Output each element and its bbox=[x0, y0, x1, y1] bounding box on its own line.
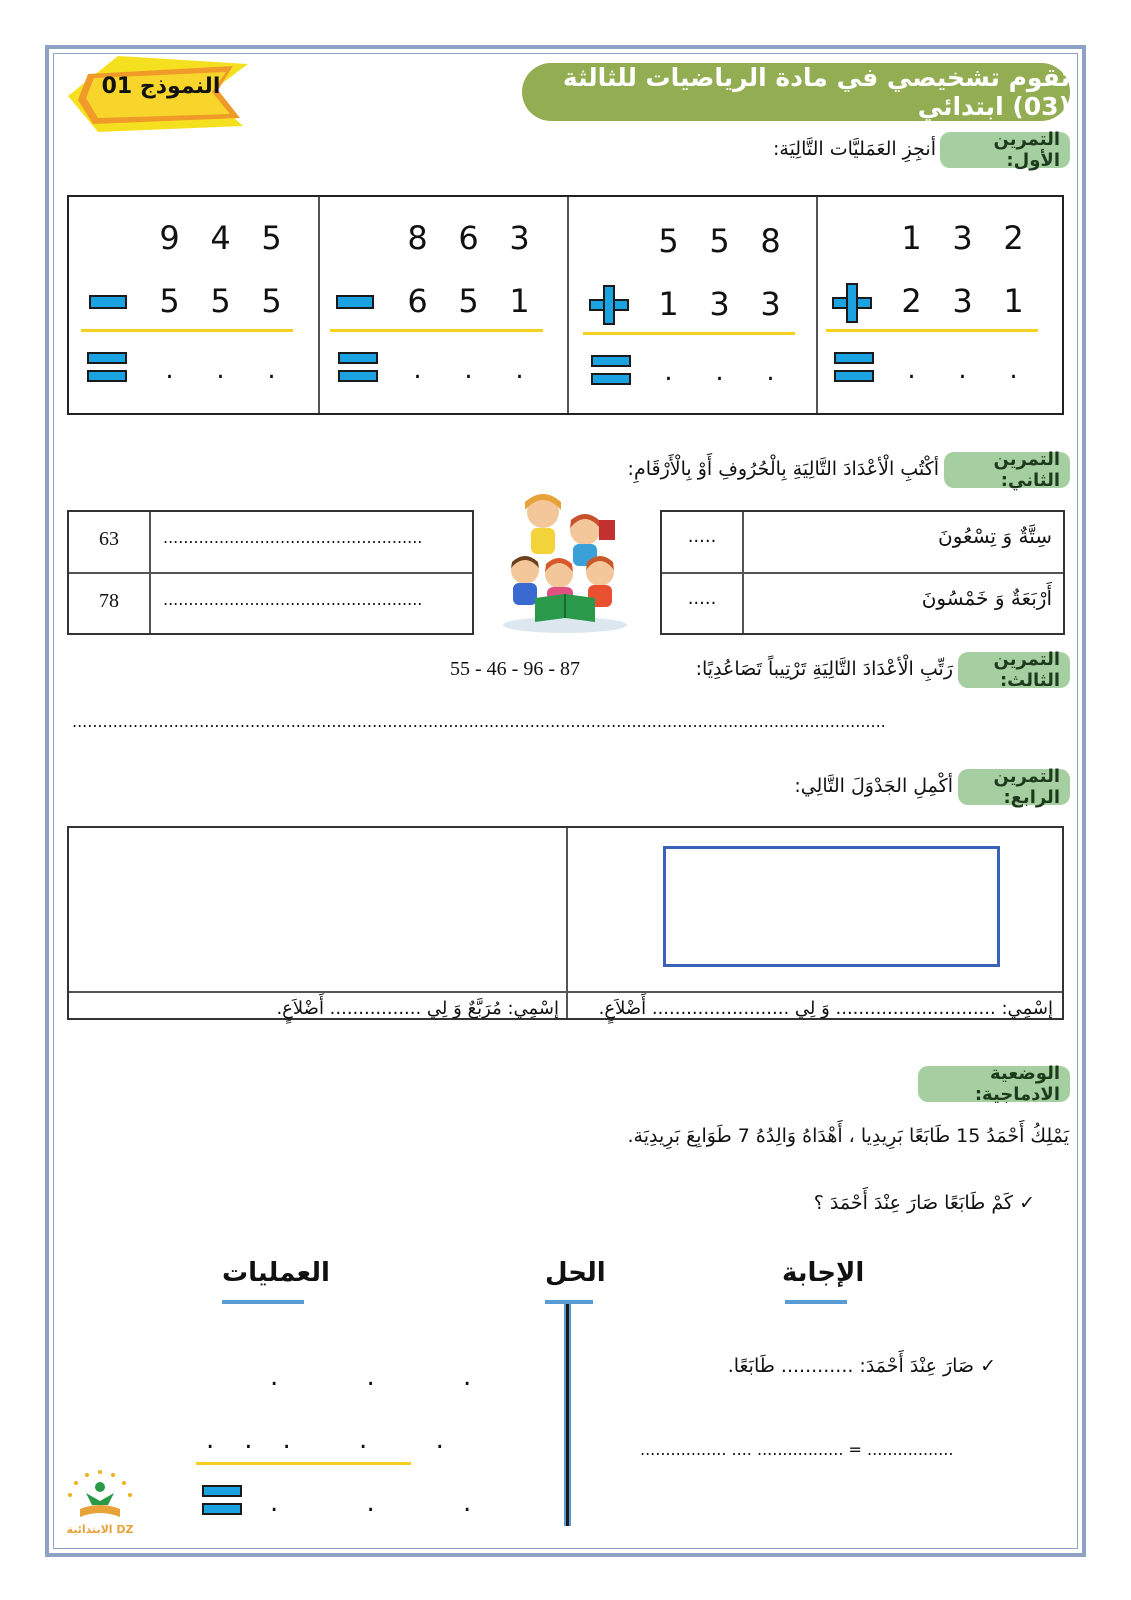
sum-line bbox=[583, 332, 795, 335]
result-dot[interactable]: . bbox=[958, 355, 967, 385]
digit: 5 bbox=[458, 282, 479, 320]
numbers-to-order: 87 - 96 - 46 - 55 bbox=[450, 658, 581, 680]
result-dot[interactable]: . bbox=[766, 357, 775, 387]
operations-row1[interactable]: . . . bbox=[270, 1362, 512, 1392]
operation-945-minus-555 bbox=[69, 197, 318, 413]
solution-heading: الحل bbox=[545, 1258, 606, 1288]
operations-underline bbox=[222, 1300, 304, 1304]
page-title: تقوم تشخيصي في مادة الرياضيات للثالثة (03) ابتدائي bbox=[522, 63, 1070, 121]
school-logo bbox=[60, 1465, 140, 1545]
number-78: 78 bbox=[99, 590, 119, 612]
rectangle-caption[interactable]: إسْمِي: ............................ وَ لِي ........................ أَضْلاَعٍ. bbox=[598, 998, 1053, 1019]
number-words-96: سِتَّةٌ وَ تِسْعُونَ bbox=[938, 524, 1052, 548]
sum-line bbox=[81, 329, 293, 332]
equals-sign-icon bbox=[834, 352, 874, 384]
digits-to-words-grid bbox=[67, 510, 474, 635]
digit: 5 bbox=[658, 222, 679, 260]
plus-sign-icon bbox=[832, 283, 872, 323]
digit: 1 bbox=[509, 282, 530, 320]
answer-equation[interactable]: ................. = ................. .... ................. bbox=[640, 1440, 954, 1459]
exercise4-instruction: أكْمِلِ الجَدْوَلَ التَّالِي: bbox=[794, 775, 953, 797]
shapes-table bbox=[67, 826, 1064, 1020]
digit: 6 bbox=[407, 282, 428, 320]
answer-heading: الإجابة bbox=[782, 1258, 865, 1288]
operations-line bbox=[196, 1462, 411, 1465]
digit: 5 bbox=[261, 219, 282, 257]
square-caption[interactable]: إسْمِي: مُرَبَّعٌ وَ لِي ................ أَضْلاَعٍ. bbox=[276, 998, 559, 1019]
integration-problem: يَمْلِكُ أَحْمَدُ 15 طَابَعًا بَرِيدِيا ، أَهْدَاهُ وَالِدُهُ 7 طَوَابِعَ بَرِيدِيَة. bbox=[627, 1125, 1069, 1147]
words-blank[interactable]: ................................................... bbox=[163, 590, 423, 609]
digit: 3 bbox=[952, 219, 973, 257]
result-dot[interactable]: . bbox=[216, 355, 225, 385]
digit: 2 bbox=[1003, 219, 1024, 257]
operation-863-minus-651 bbox=[320, 197, 567, 413]
digit: 2 bbox=[901, 282, 922, 320]
digit: 5 bbox=[159, 282, 180, 320]
answer-sentence[interactable]: ✓ صَارَ عِنْدَ أَحْمَدَ: ............ طَابَعًا. bbox=[727, 1355, 996, 1377]
model-label: النموذج 01 bbox=[101, 74, 221, 99]
number-words-54: أَرْبَعَةٌ وَ خَمْسُونَ bbox=[921, 586, 1052, 610]
plus-sign-icon bbox=[589, 285, 629, 325]
digit: 1 bbox=[658, 285, 679, 323]
digit: 9 bbox=[159, 219, 180, 257]
exercise2-label: التمرين الثاني: bbox=[944, 452, 1070, 488]
operation-132-plus-231 bbox=[818, 197, 1062, 413]
exercise1-label: التمرين الأول: bbox=[940, 132, 1070, 168]
digit: 8 bbox=[760, 222, 781, 260]
exercise1-instruction: أنجِزِ العَمَليَّات التَّالِيَة: bbox=[772, 138, 936, 160]
equals-sign-icon bbox=[87, 352, 127, 384]
result-dot[interactable]: . bbox=[715, 357, 724, 387]
operations-box bbox=[67, 195, 1064, 415]
digit: 1 bbox=[1003, 282, 1024, 320]
digit: 6 bbox=[458, 219, 479, 257]
children-reading-illustration bbox=[495, 490, 635, 635]
digit: 8 bbox=[407, 219, 428, 257]
words-blank[interactable]: ................................................... bbox=[163, 528, 423, 547]
model-badge bbox=[58, 56, 248, 132]
digit: 3 bbox=[952, 282, 973, 320]
result-dot[interactable]: . bbox=[907, 355, 916, 385]
order-answer-line[interactable]: ................................................................................................................................................................ bbox=[72, 712, 886, 731]
digit: 5 bbox=[261, 282, 282, 320]
equals-sign-icon bbox=[338, 352, 378, 384]
result-dot[interactable]: . bbox=[413, 355, 422, 385]
result-dot[interactable]: . bbox=[515, 355, 524, 385]
digit: 5 bbox=[210, 282, 231, 320]
sum-line bbox=[330, 329, 543, 332]
operation-558-plus-133 bbox=[569, 197, 816, 413]
digit: 3 bbox=[709, 285, 730, 323]
equals-sign-icon bbox=[591, 355, 631, 387]
integration-label: الوضعية الادماجية: bbox=[918, 1066, 1070, 1102]
exercise4-label: التمرين الرابع: bbox=[958, 769, 1070, 805]
answer-blank[interactable]: ..... bbox=[687, 588, 717, 609]
digit: 3 bbox=[760, 285, 781, 323]
result-dot[interactable]: . bbox=[267, 355, 276, 385]
answer-underline bbox=[785, 1300, 847, 1304]
minus-sign-icon bbox=[89, 295, 127, 309]
exercise3-label: التمرين الثالث: bbox=[958, 652, 1070, 688]
integration-question: ✓ كَمْ طَابَعًا صَارَ عِنْدَ أَحْمَدَ ؟ bbox=[813, 1192, 1035, 1214]
result-dot[interactable]: . bbox=[165, 355, 174, 385]
operations-row3[interactable]: . . . bbox=[270, 1488, 512, 1518]
words-to-digits-grid bbox=[660, 510, 1065, 635]
exercise2-instruction: أكْتُبِ الْأعْدَادَ التَّالِيَةِ بِالْحُرُوفِ أَوْ بِالْأَرْقَامِ: bbox=[627, 458, 939, 480]
number-63: 63 bbox=[99, 528, 119, 550]
operations-heading: العمليات bbox=[222, 1258, 330, 1288]
logo-text: DZ الابتدائية bbox=[66, 1523, 134, 1536]
result-dot[interactable]: . bbox=[464, 355, 473, 385]
answer-blank[interactable]: ..... bbox=[687, 526, 717, 547]
digit: 3 bbox=[509, 219, 530, 257]
equals-sign-icon bbox=[202, 1485, 242, 1517]
sum-line bbox=[826, 329, 1038, 332]
exercise3-instruction: رَتِّبِ الْأعْدَادَ التَّالِيَةِ تَرْتِيباً تَصَاعُدِيًا: bbox=[695, 658, 953, 680]
result-dot[interactable]: . bbox=[1009, 355, 1018, 385]
digit: 4 bbox=[210, 219, 231, 257]
result-dot[interactable]: . bbox=[664, 357, 673, 387]
minus-sign-icon bbox=[336, 295, 374, 309]
rectangle-shape bbox=[663, 846, 1000, 967]
operations-row2[interactable]: ... . . bbox=[206, 1425, 474, 1455]
digit: 5 bbox=[709, 222, 730, 260]
digit: 1 bbox=[901, 219, 922, 257]
